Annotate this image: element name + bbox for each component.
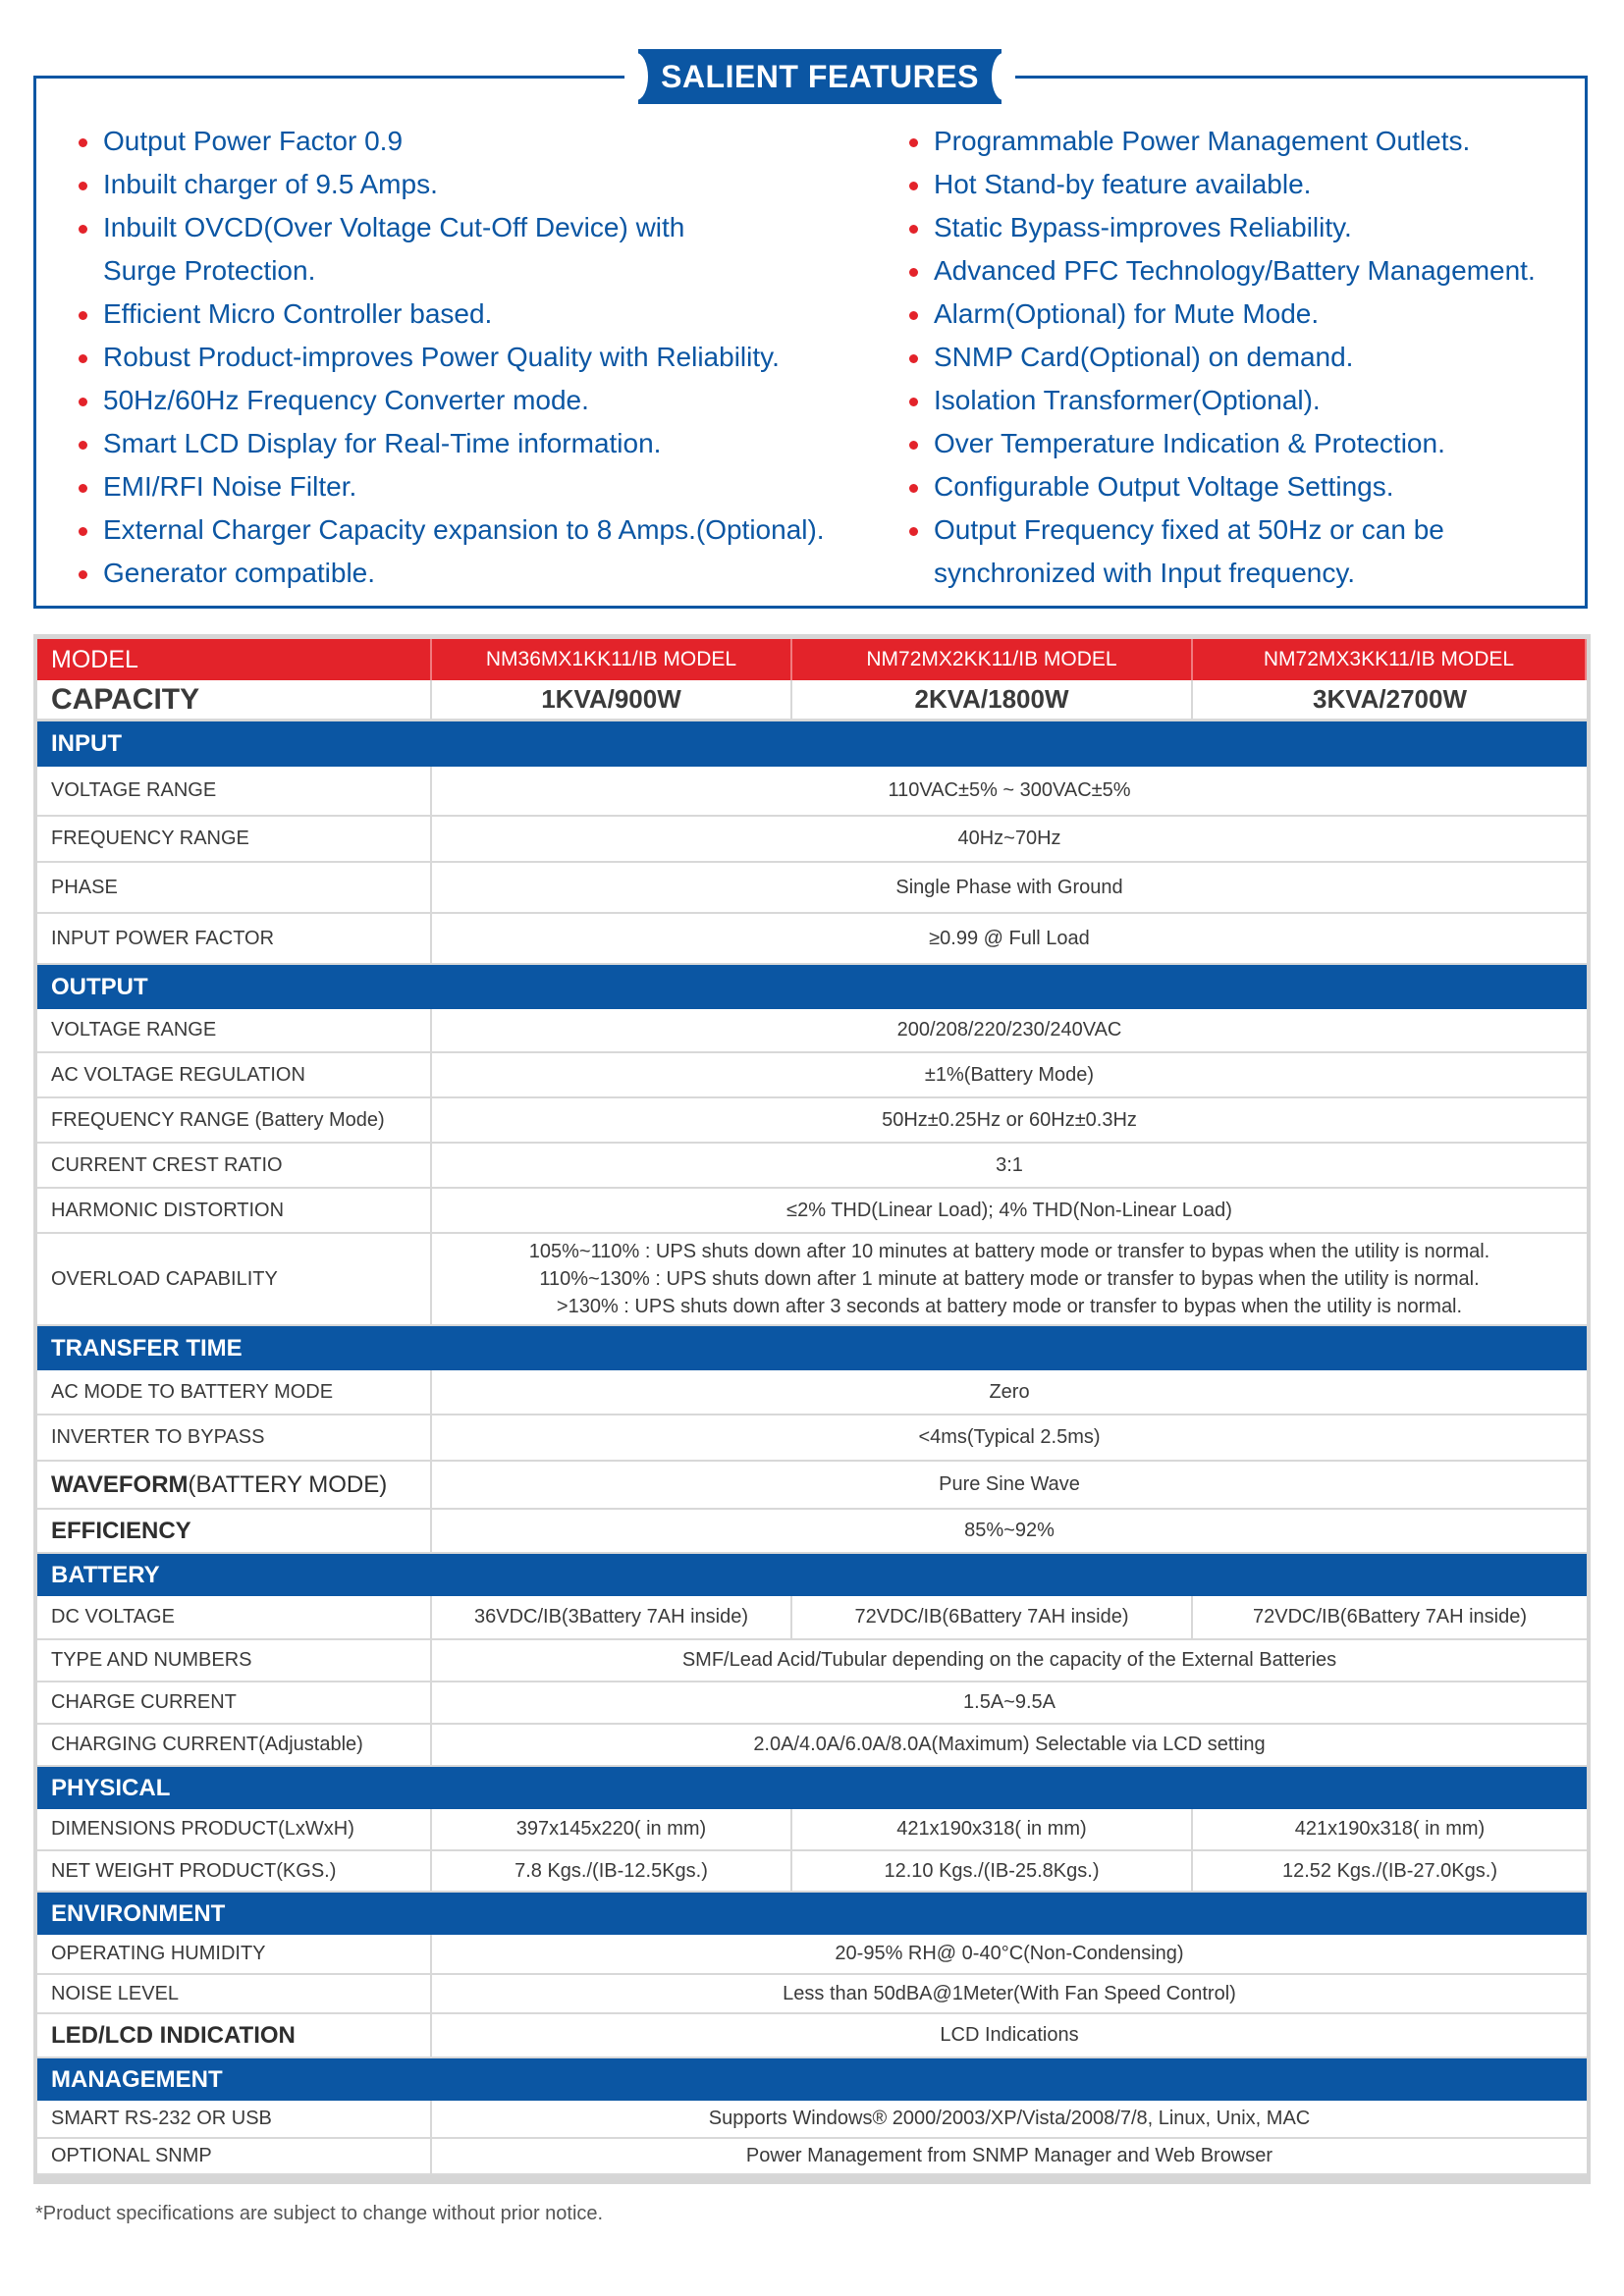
overload-line: >130% : UPS shuts down after 3 seconds at battery mode or transfer to bypas when the utility is normal.	[556, 1296, 1463, 1317]
table-row	[37, 1189, 1587, 1234]
row-label: DIMENSIONS PRODUCT(LxWxH)	[37, 1809, 432, 1851]
capacity-row	[37, 680, 1587, 721]
feature-item: Programmable Power Management Outlets.	[909, 120, 1577, 163]
row-value: Power Management from SNMP Manager and Web Browser	[432, 2139, 1587, 2175]
row-value: 72VDC/IB(6Battery 7AH inside)	[1193, 1596, 1587, 1640]
table-row	[37, 1596, 1587, 1640]
section-physical	[37, 1767, 1587, 1809]
row-value: 3:1	[432, 1144, 1587, 1189]
row-value: 12.10 Kgs./(IB-25.8Kgs.)	[792, 1851, 1193, 1893]
bullet-icon	[909, 311, 918, 320]
bullet-icon	[79, 570, 87, 579]
bullet-icon	[79, 182, 87, 190]
bullet-icon	[79, 311, 87, 320]
table-row	[37, 1462, 1587, 1510]
row-label: DC VOLTAGE	[37, 1596, 432, 1640]
table-row	[37, 1935, 1587, 1975]
row-value-multiline	[432, 1234, 1587, 1326]
bullet-icon	[79, 398, 87, 406]
bullet-icon	[909, 268, 918, 277]
table-row	[37, 1851, 1587, 1893]
row-label-bold: WAVEFORM	[51, 1470, 189, 1498]
row-label: TYPE AND NUMBERS	[37, 1640, 432, 1682]
section-battery	[37, 1554, 1587, 1596]
model-name: NM36MX1KK11/IB MODEL	[432, 639, 792, 680]
feature-item: Isolation Transformer(Optional).	[909, 379, 1577, 422]
row-value: ±1%(Battery Mode)	[432, 1053, 1587, 1098]
table-row	[37, 1234, 1587, 1326]
section-title: TRANSFER TIME	[51, 1334, 243, 1362]
section-title: ENVIRONMENT	[51, 1899, 226, 1927]
row-value: 20-95% RH@ 0-40°C(Non-Condensing)	[432, 1935, 1587, 1975]
bullet-icon	[79, 138, 87, 147]
row-label-bold: EFFICIENCY	[51, 1517, 191, 1544]
feature-item: Generator compatible.	[79, 552, 864, 595]
row-value: 50Hz±0.25Hz or 60Hz±0.3Hz	[432, 1098, 1587, 1144]
section-input	[37, 721, 1587, 767]
section-transfer-time	[37, 1326, 1587, 1370]
feature-item: Inbuilt charger of 9.5 Amps.	[79, 163, 864, 206]
table-row	[37, 2101, 1587, 2139]
section-title: MANAGEMENT	[51, 2065, 223, 2093]
footnote: *Product specifications are subject to change without prior notice.	[35, 2203, 604, 2224]
table-row	[37, 1725, 1587, 1767]
table-row	[37, 1009, 1587, 1053]
bullet-icon	[909, 527, 918, 536]
feature-item: External Charger Capacity expansion to 8 Amps.(Optional).	[79, 508, 864, 552]
section-environment	[37, 1893, 1587, 1935]
table-row	[37, 1640, 1587, 1682]
bullet-icon	[909, 354, 918, 363]
row-label: CHARGE CURRENT	[37, 1682, 432, 1725]
feature-item: Alarm(Optional) for Mute Mode.	[909, 293, 1577, 336]
feature-item: 50Hz/60Hz Frequency Converter mode.	[79, 379, 864, 422]
row-label: CHARGING CURRENT(Adjustable)	[37, 1725, 432, 1767]
salient-features-title: SALIENT FEATURES	[661, 58, 979, 94]
table-row	[37, 817, 1587, 863]
banner-notch-right	[992, 53, 1015, 100]
banner-notch-left	[624, 53, 648, 100]
row-value: 7.8 Kgs./(IB-12.5Kgs.)	[432, 1851, 792, 1893]
row-value: 36VDC/IB(3Battery 7AH inside)	[432, 1596, 792, 1640]
row-label: OPTIONAL SNMP	[37, 2139, 432, 2175]
table-row	[37, 1144, 1587, 1189]
bullet-icon	[909, 484, 918, 493]
section-title: PHYSICAL	[51, 1774, 171, 1801]
section-title: INPUT	[51, 730, 122, 757]
bullet-icon	[909, 398, 918, 406]
bullet-icon	[79, 484, 87, 493]
row-label: FREQUENCY RANGE	[37, 817, 432, 863]
row-label: HARMONIC DISTORTION	[37, 1189, 432, 1234]
table-row	[37, 1809, 1587, 1851]
row-label: INPUT POWER FACTOR	[37, 914, 432, 965]
table-row	[37, 2139, 1587, 2175]
capacity-value: 1KVA/900W	[432, 680, 792, 721]
row-label: VOLTAGE RANGE	[37, 767, 432, 817]
row-value: ≤2% THD(Linear Load); 4% THD(Non-Linear Load)	[432, 1189, 1587, 1234]
feature-item: Inbuilt OVCD(Over Voltage Cut-Off Device) with Surge Protection.	[79, 206, 864, 293]
row-value: 397x145x220( in mm)	[432, 1809, 792, 1851]
row-label: OPERATING HUMIDITY	[37, 1935, 432, 1975]
row-label: AC MODE TO BATTERY MODE	[37, 1370, 432, 1415]
row-value: 200/208/220/230/240VAC	[432, 1009, 1587, 1053]
feature-item: EMI/RFI Noise Filter.	[79, 465, 864, 508]
bullet-icon	[79, 441, 87, 450]
table-row	[37, 863, 1587, 914]
feature-item: Static Bypass-improves Reliability.	[909, 206, 1577, 249]
table-row	[37, 1682, 1587, 1725]
table-row	[37, 767, 1587, 817]
row-value: 40Hz~70Hz	[432, 817, 1587, 863]
row-value: SMF/Lead Acid/Tubular depending on the capacity of the External Batteries	[432, 1640, 1587, 1682]
row-label-rest: (BATTERY MODE)	[188, 1470, 388, 1498]
row-value: 72VDC/IB(6Battery 7AH inside)	[792, 1596, 1193, 1640]
row-label: SMART RS-232 OR USB	[37, 2101, 432, 2139]
row-value: Supports Windows® 2000/2003/XP/Vista/2008/7/8, Linux, Unix, MAC	[432, 2101, 1587, 2139]
row-label: PHASE	[37, 863, 432, 914]
bullet-icon	[909, 138, 918, 147]
table-row	[37, 2014, 1587, 2058]
table-row	[37, 1415, 1587, 1462]
row-value: Pure Sine Wave	[432, 1462, 1587, 1510]
model-row	[37, 639, 1587, 680]
overload-line: 105%~110% : UPS shuts down after 10 minutes at battery mode or transfer to bypas when the utility is normal.	[528, 1241, 1490, 1262]
row-value: Single Phase with Ground	[432, 863, 1587, 914]
row-label: NET WEIGHT PRODUCT(KGS.)	[37, 1851, 432, 1893]
row-label: OVERLOAD CAPABILITY	[37, 1234, 432, 1326]
feature-item: Output Power Factor 0.9	[79, 120, 864, 163]
section-title: OUTPUT	[51, 973, 148, 1000]
overload-line: 110%~130% : UPS shuts down after 1 minute at battery mode or transfer to bypas when the utility is normal.	[539, 1268, 1480, 1290]
features-list-left	[79, 120, 864, 595]
row-label: INVERTER TO BYPASS	[37, 1415, 432, 1462]
row-label-bold: LED/LCD INDICATION	[51, 2021, 296, 2049]
row-value: 1.5A~9.5A	[432, 1682, 1587, 1725]
bullet-icon	[909, 225, 918, 234]
bullet-icon	[79, 354, 87, 363]
section-title: BATTERY	[51, 1561, 160, 1588]
model-name: NM72MX3KK11/IB MODEL	[1193, 639, 1587, 680]
row-label: AC VOLTAGE REGULATION	[37, 1053, 432, 1098]
row-value: 421x190x318( in mm)	[792, 1809, 1193, 1851]
table-row	[37, 1510, 1587, 1554]
row-label	[37, 1510, 432, 1554]
row-label: CURRENT CREST RATIO	[37, 1144, 432, 1189]
table-row	[37, 1370, 1587, 1415]
row-value: ≥0.99 @ Full Load	[432, 914, 1587, 965]
capacity-value: 3KVA/2700W	[1193, 680, 1587, 721]
feature-item: Robust Product-improves Power Quality with Reliability.	[79, 336, 864, 379]
feature-item: Configurable Output Voltage Settings.	[909, 465, 1577, 508]
row-value: 421x190x318( in mm)	[1193, 1809, 1587, 1851]
row-value: Less than 50dBA@1Meter(With Fan Speed Control)	[432, 1975, 1587, 2014]
row-value: <4ms(Typical 2.5ms)	[432, 1415, 1587, 1462]
bullet-icon	[79, 225, 87, 234]
capacity-value: 2KVA/1800W	[792, 680, 1193, 721]
table-row	[37, 1098, 1587, 1144]
table-row	[37, 1053, 1587, 1098]
row-value: 12.52 Kgs./(IB-27.0Kgs.)	[1193, 1851, 1587, 1893]
feature-item: Hot Stand-by feature available.	[909, 163, 1577, 206]
model-name: NM72MX2KK11/IB MODEL	[792, 639, 1193, 680]
table-row	[37, 1975, 1587, 2014]
row-value: LCD Indications	[432, 2014, 1587, 2058]
salient-features-banner	[638, 49, 1001, 104]
row-value: Zero	[432, 1370, 1587, 1415]
section-management	[37, 2058, 1587, 2101]
row-value: 85%~92%	[432, 1510, 1587, 1554]
feature-item: Efficient Micro Controller based.	[79, 293, 864, 336]
row-value: 2.0A/4.0A/6.0A/8.0A(Maximum) Selectable via LCD setting	[432, 1725, 1587, 1767]
bullet-icon	[909, 441, 918, 450]
model-label: MODEL	[37, 639, 432, 680]
row-label	[37, 2014, 432, 2058]
row-label	[37, 1462, 432, 1510]
capacity-label: CAPACITY	[37, 680, 432, 721]
feature-item: Advanced PFC Technology/Battery Management.	[909, 249, 1577, 293]
row-value: 110VAC±5% ~ 300VAC±5%	[432, 767, 1587, 817]
bullet-icon	[909, 182, 918, 190]
feature-item: Output Frequency fixed at 50Hz or can be synchronized with Input frequency.	[909, 508, 1577, 595]
feature-item: SNMP Card(Optional) on demand.	[909, 336, 1577, 379]
table-row	[37, 914, 1587, 965]
row-label: FREQUENCY RANGE (Battery Mode)	[37, 1098, 432, 1144]
feature-item: Over Temperature Indication & Protection.	[909, 422, 1577, 465]
bullet-icon	[79, 527, 87, 536]
feature-item: Smart LCD Display for Real-Time information.	[79, 422, 864, 465]
section-output	[37, 965, 1587, 1009]
row-label: VOLTAGE RANGE	[37, 1009, 432, 1053]
features-list-right	[909, 120, 1577, 595]
row-label: NOISE LEVEL	[37, 1975, 432, 2014]
